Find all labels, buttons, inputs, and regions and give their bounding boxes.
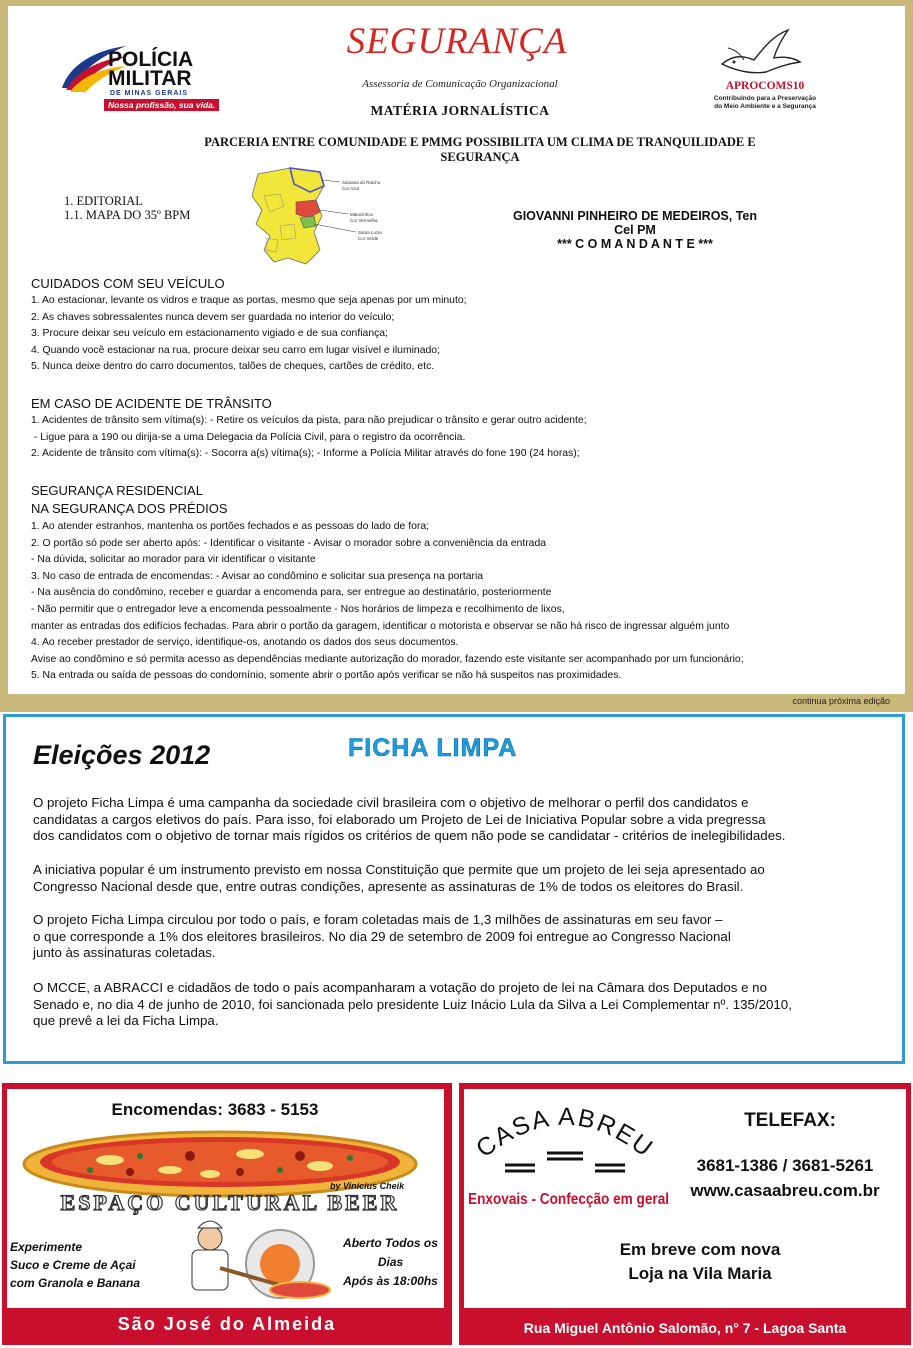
list-item: - Na dúvida, solicitar ao morador para vir identificar o visitante xyxy=(31,554,316,566)
paragraph-line: dos candidatos com o objetivo de tornar mais rígidos os critérios de quem não pode se candidatar - critérios de inelegibilidades. xyxy=(33,828,786,843)
predios-list xyxy=(31,519,744,685)
ficha-paragraph-4 xyxy=(33,980,792,1030)
list-item: Avise ao condômino e só permita acesso as dependências mediante autorização do morador, fazendo este visitante ser acompanhado por um funcionário; xyxy=(31,653,744,665)
predios-heading: NA SEGURANÇA DOS PRÉDIOS xyxy=(31,501,228,516)
experimente-line: Suco e Creme de Açai xyxy=(10,1258,136,1272)
map-label-3: Matozinhos xyxy=(350,212,374,217)
list-item: 3. No caso de entrada de encomendas: - Avisar ao condômino e solicitar sua presença na portaria xyxy=(31,570,484,582)
aprocoms-logo xyxy=(690,22,840,117)
aberto-line: Aberto Todos os Dias xyxy=(343,1236,438,1269)
list-item: 3. Procure deixar seu veículo em estacionamento vigiado e de sua confiança; xyxy=(31,328,388,340)
dove-icon xyxy=(714,24,804,79)
bpm-map xyxy=(250,166,395,266)
map-label-1: Santana do Riacho xyxy=(342,180,381,185)
list-item: 2. As chaves sobressalentes nunca devem ser guardada no interior do veículo; xyxy=(31,311,395,323)
headline-line-2: SEGURANÇA xyxy=(440,150,520,164)
casa-abreu-name: CASA ABREU xyxy=(470,1102,660,1164)
map-label-5: Santa Luzia xyxy=(358,230,382,235)
casa-website: www.casaabreu.com.br xyxy=(690,1181,880,1200)
encomendas-phone: Encomendas: 3683 - 5153 xyxy=(111,1100,319,1119)
map-label-2: Cor Azul xyxy=(342,186,360,191)
breve-line: Loja na Vila Maria xyxy=(628,1264,772,1283)
commander-block xyxy=(470,209,800,251)
experimente-line: Experimente xyxy=(10,1240,83,1254)
telefax-label: TELEFAX: xyxy=(744,1110,836,1131)
paragraph-line: O MCCE, a ABRACCI e cidadãos de todo o país acompanharam a votação do projeto de lei na Câmara dos Deputados e no xyxy=(33,980,767,995)
enxovais-tagline: Enxovais - Confecção em geral xyxy=(468,1191,670,1208)
ficha-paragraph-2 xyxy=(33,862,765,895)
ficha-paragraph-1 xyxy=(33,795,785,845)
logo-subtitle: DE MINAS GERAIS xyxy=(110,90,189,97)
editorial-line-1: 1. EDITORIAL xyxy=(64,194,143,208)
map-label-6: Cor Verde xyxy=(358,236,379,241)
paragraph-line: O projeto Ficha Limpa circulou por todo o país, e foram coletadas mais de 1,3 milhões de assinaturas em seu favor – xyxy=(33,912,723,927)
acidente-heading: EM CASO DE ACIDENTE DE TRÂNSITO xyxy=(31,396,272,411)
assessoria-subtitle: Assessoria de Comunicação Organizacional xyxy=(362,78,558,90)
list-item: - Não permitir que o entregador leve a encomenda pessoalmente - Nos horários de limpeza e recolhimento de lixos, xyxy=(31,603,565,615)
paragraph-line: que prevê a lei da Ficha Limpa. xyxy=(33,1013,219,1028)
chef-icon xyxy=(140,1218,340,1308)
aberto-line: Após às 18:00hs xyxy=(343,1274,438,1288)
experimente-line: com Granola e Banana xyxy=(10,1276,141,1290)
list-item: 1. Ao estacionar, levante os vidros e traque as portas, mesmo que seja apenas por um minuto; xyxy=(31,295,467,306)
headline-line-1: PARCERIA ENTRE COMUNIDADE E PMMG POSSIBILITA UM CLIMA DE TRANQUILIDADE E xyxy=(204,135,756,149)
policia-militar-logo xyxy=(58,36,248,116)
list-item: 1. Ao atender estranhos, mantenha os portões fechados e as pessoas do lado de fora; xyxy=(31,521,429,532)
ficha-limpa-title: FICHA LIMPA xyxy=(348,734,518,762)
beer-footer-location: São José do Almeida xyxy=(117,1314,337,1334)
list-item: 4. Quando você estacionar na rua, procure deixar seu carro em lugar visível e iluminado; xyxy=(31,344,440,356)
commander-name: GIOVANNI PINHEIRO DE MEDEIROS, Ten xyxy=(512,209,757,223)
logo-word-policia: POLÍCIA xyxy=(108,48,194,71)
aprocoms-tagline-2: do Meio Ambiente e a Segurança xyxy=(714,103,816,110)
paragraph-line: candidatas a cargos eletivos do país. Para isso, foi elaborado um Projeto de Lei de Iniciativa Popular sobre a vida pregressa xyxy=(33,811,766,827)
list-item: 5. Na entrada ou saída de pessoas do condomínio, somente abrir o portão após verificar se não há suspeitos nas proximidades. xyxy=(31,670,622,682)
by-vinicius: by Vinicius Cheik xyxy=(330,1181,405,1191)
paragraph-line: Congresso Nacional desde que, entre outras condições, apresente as assinaturas de 1% de todos os eleitores do Brasil. xyxy=(33,878,744,894)
commander-rank: Cel PM xyxy=(614,223,656,237)
veiculo-heading: CUIDADOS COM SEU VEÍCULO xyxy=(31,276,225,291)
aprocoms-tagline-1: Contribuindo para a Preservação xyxy=(713,95,817,102)
list-item: 2. O portão só pode ser aberto após: - Identificar o visitante - Avisar o morador sobre a conveniência da entrada xyxy=(31,537,547,549)
materia-label: MATÉRIA JORNALÍSTICA xyxy=(370,103,550,118)
map-illustration xyxy=(250,166,395,266)
list-item: - Ligue para a 190 ou dirija-se a uma Delegacia da Polícia Civil, para o registro da ocorrência. xyxy=(31,431,466,443)
casa-abreu-logo xyxy=(465,1095,665,1175)
residencial-heading: SEGURANÇA RESIDENCIAL xyxy=(31,483,203,498)
veiculo-list xyxy=(31,293,467,376)
aberto-text xyxy=(333,1234,448,1291)
casa-phones: 3681-1386 / 3681-5261 xyxy=(696,1156,874,1175)
eleicoes-title: Eleições 2012 xyxy=(33,740,211,770)
paragraph-line: A iniciativa popular é um instrumento previsto em nossa Constituição que permite que um projeto de lei seja apresentado ao xyxy=(33,862,765,877)
paragraph-line: O projeto Ficha Limpa é uma campanha da sociedade civil brasileira com o objetivo de melhorar o perfil dos candidatos e xyxy=(33,795,749,810)
ficha-paragraph-3 xyxy=(33,912,731,962)
aprocoms-name: APROCOMS10 xyxy=(725,80,805,92)
logo-word-militar: MILITAR xyxy=(108,67,192,90)
map-label-4: Cor Vermelha xyxy=(350,218,378,223)
logo-slogan: Nossa profissão, sua vida. xyxy=(104,99,219,111)
paragraph-line: o que corresponde a 1% dos eleitores brasileiros. No dia 29 de setembro de 2009 foi entregue ao Congresso Nacional xyxy=(33,928,731,944)
paragraph-line: Senado e, no dia 4 de junho de 2010, foi sancionada pelo presidente Luiz Inácio Lula da Silva a Lei Complementar nº. 135/2010, xyxy=(33,996,792,1012)
editorial-line-2: 1.1. MAPA DO 35º BPM xyxy=(64,208,191,222)
list-item: 1. Acidentes de trânsito sem vítima(s): - Retire os veículos da pista, para não prejudicar o trânsito e gerar outro acidente; xyxy=(31,415,587,426)
headline xyxy=(130,135,830,165)
acidente-list xyxy=(31,413,587,463)
casa-contact xyxy=(675,1153,895,1203)
list-item: 4. Ao receber prestador de serviço, identifique-os, anotando os dados dos seus documentos. xyxy=(31,637,459,649)
continua-note: continua próxima edição xyxy=(792,696,890,706)
list-item: 2. Acidente de trânsito com vítima(s): - Socorra a(s) vítima(s); - Informe a Polícia Militar através do fone 190 (24 horas); xyxy=(31,448,580,460)
breve-text xyxy=(540,1238,860,1286)
breve-line: Em breve com nova xyxy=(619,1240,781,1259)
list-item: 5. Nunca deixe dentro do carro documentos, talões de cheques, cartões de crédito, etc. xyxy=(31,361,435,373)
commander-title: *** C O M A N D A N T E *** xyxy=(557,237,713,251)
list-item: - Na ausência do condômino, receber e guardar a encomenda para, ser entregue ao destinatário, posteriormente xyxy=(31,587,552,599)
paragraph-line: junto às assinaturas coletadas. xyxy=(33,945,216,960)
list-item: manter as entradas dos edifícios fechadas. Para abrir o portão da garagem, identificar o motorista e observar se não há risco de ingressar alguém junto xyxy=(31,620,730,632)
espaco-cultural-beer-name: ESPAÇO CULTURAL BEER xyxy=(60,1190,400,1215)
editorial-block xyxy=(64,194,190,222)
experimente-text xyxy=(10,1238,140,1292)
casa-footer-address: Rua Miguel Antônio Salomão, n° 7 - Lagoa Santa xyxy=(523,1320,847,1336)
page-title: SEGURANÇA xyxy=(346,21,568,62)
